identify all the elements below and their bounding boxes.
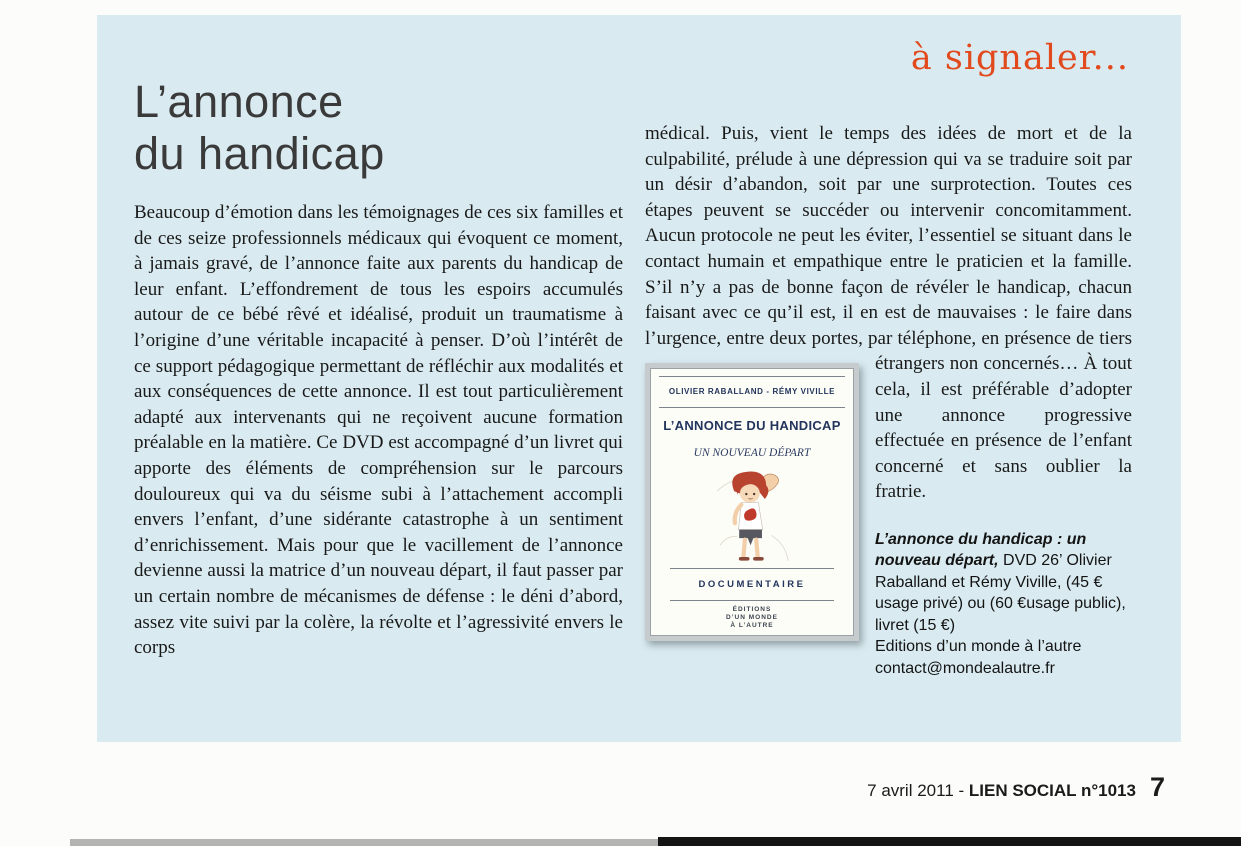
caption-text bbox=[875, 529, 1132, 637]
paragraph-left: Beaucoup d’émotion dans les témoignages de ces six familles et de ces seize professionnels médicaux qui évoquent ce moment, à jamais gravé, de l’annonce faite aux parents du handicap de leur enfant. L’effondrement de tous les espoirs accumulés autour de ce bébé rêvé et idéalisé, produit un traumatisme à l’origine d’une véritable incapacité à penser. D’où l’intérêt de ce support pédagogique permettant de réfléchir aux modalités et aux conséquences de cette annonce. Il est tout particulièrement adapté aux intervenants qui ne reçoivent aucune formation préalable en la matière. Ce DVD est accompagné d’un livret qui apporte des éléments de compréhension sur le parcours douloureux qui va du séisme subi à l’attachement accompli envers l’enfant, d’une sidérante catastrophe à un sentiment d’enrichissement. Mais pour que le vacillement de l’annonce devienne aussi la matrice d’un nouveau départ, il faut passer par un certain nombre de mécanismes de défense : le déni d’abord, assez vite suivi par la colère, la révolte et l’agressivité envers le corps bbox=[134, 202, 623, 659]
caption-email: contact@mondealautre.fr bbox=[875, 659, 1055, 677]
footer-magazine-title: LIEN SOCIAL n°1013 bbox=[968, 781, 1136, 800]
dvd-caption bbox=[875, 529, 1132, 680]
caption-publisher: Editions d’un monde à l’autre bbox=[875, 638, 1082, 656]
page-footer bbox=[867, 772, 1165, 803]
article-column-left bbox=[134, 200, 623, 661]
dvd-cover-front bbox=[650, 368, 854, 636]
article-title-line1: L’annonce bbox=[134, 76, 344, 127]
dvd-publisher-line2: D’UN MONDE bbox=[726, 614, 778, 622]
dvd-genre: DOCUMENTAIRE bbox=[670, 568, 834, 602]
paragraph-right-after-image: cela, il est préférable d’adopter une annonce progressive effectuée en présence de l’enfant concerné et sans oublier la fratrie. bbox=[875, 378, 1132, 503]
dvd-publisher-line1: ÉDITIONS bbox=[732, 606, 772, 614]
dvd-publisher-line3: À L’AUTRE bbox=[730, 622, 774, 630]
dvd-authors: OLIVIER RABALLAND - RÉMY VIVILLE bbox=[659, 376, 845, 408]
caption-title: L’annonce du handicap : un nouveau départ, bbox=[875, 530, 1087, 570]
article-column-right bbox=[645, 121, 1132, 679]
paragraph-right-before-image: médical. Puis, vient le temps des idées de mort et de la culpabilité, prélude à une dépression qui va se traduire soit par un désir d’abandon, soit par une surprotection. Toutes ces étapes peuvent se succéder ou intervenir concomitamment. Aucun protocole ne peut les éviter, l’essentiel se situant dans le contact humain et empathique entre le praticien et la famille. S’il n’y a pas de bonne façon de révéler le handicap, chacun faisant avec ce qu’il est, il en est de mauvaises : le faire dans l’urgence, entre deux portes, par téléphone, en présence de tiers étrangers non concernés… À tout bbox=[645, 123, 1132, 375]
scan-edge-artifact-left bbox=[70, 839, 658, 846]
footer-date: 7 avril 2011 - bbox=[867, 781, 969, 800]
dvd-publisher-logo bbox=[726, 606, 778, 630]
scan-edge-artifact-right bbox=[658, 837, 1241, 846]
dvd-title: L’ANNONCE DU HANDICAP bbox=[663, 417, 841, 433]
dvd-subtitle: UN NOUVEAU DÉPART bbox=[693, 446, 811, 459]
article-title bbox=[134, 76, 385, 180]
dvd-cover-illustration bbox=[696, 467, 808, 567]
section-label: à signaler... bbox=[910, 38, 1129, 78]
footer-page-number: 7 bbox=[1149, 772, 1165, 802]
caption-details: DVD 26’ Olivier Raballand et Rémy Viville, (45 € usage privé) ou (60 €usage public), livret (15 €) bbox=[875, 552, 1126, 634]
article-title-line2: du handicap bbox=[134, 128, 385, 179]
dvd-cover bbox=[645, 363, 859, 641]
